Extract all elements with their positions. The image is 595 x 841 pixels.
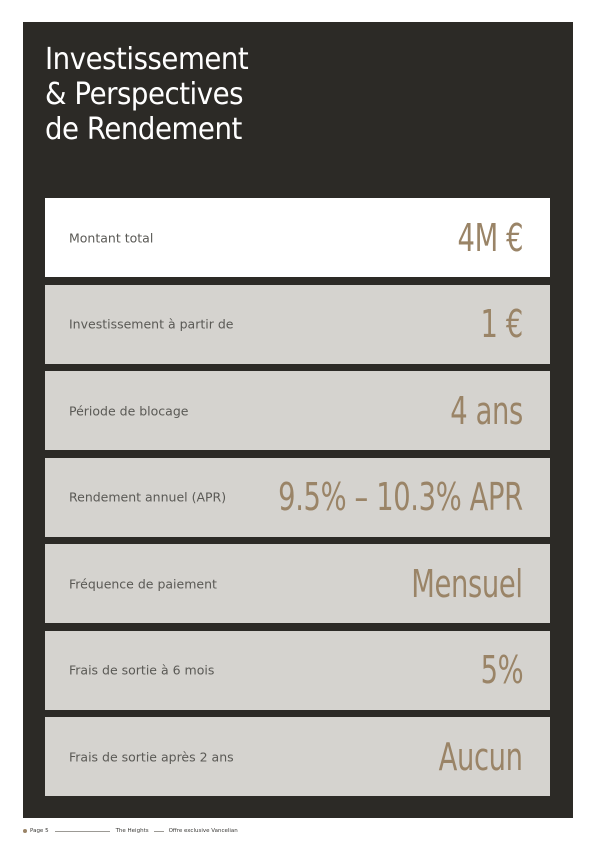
detail-label: Investissement à partir de — [69, 316, 234, 332]
detail-value: 4 ans — [450, 388, 523, 433]
detail-row-minimum-investment — [45, 285, 550, 364]
detail-label: Frais de sortie à 6 mois — [69, 662, 215, 678]
detail-label: Période de blocage — [69, 403, 189, 418]
detail-row-exit-fee-6-months — [45, 631, 550, 710]
detail-value: 1 € — [480, 302, 523, 346]
title-line-1: Investissement — [45, 42, 249, 77]
footer-divider — [154, 831, 164, 832]
detail-row-exit-fee-2-years — [45, 717, 550, 796]
detail-label: Fréquence de paiement — [69, 576, 217, 591]
page-title — [45, 42, 248, 147]
detail-value: Mensuel — [411, 561, 523, 606]
title-line-3: de Rendement — [45, 112, 242, 147]
detail-label: Rendement annuel (APR) — [69, 489, 227, 505]
detail-value: 4M € — [457, 215, 523, 260]
bullet-dot-icon — [23, 829, 27, 833]
title-line-2: & Perspectives — [45, 77, 244, 112]
footer-project-name: The Heights — [115, 828, 149, 834]
page-footer — [23, 826, 283, 836]
footer-page-number: Page 5 — [30, 828, 49, 834]
investment-details-list — [45, 198, 550, 804]
detail-row-annual-yield — [45, 458, 550, 537]
detail-label: Montant total — [69, 230, 154, 245]
detail-row-payment-frequency — [45, 544, 550, 623]
detail-label: Frais de sortie après 2 ans — [69, 749, 234, 764]
detail-value: 9.5% – 10.3% APR — [278, 475, 523, 519]
detail-value: Aucun — [439, 734, 523, 779]
footer-divider — [55, 831, 110, 832]
detail-row-total-amount — [45, 198, 550, 277]
investment-panel — [23, 22, 573, 818]
detail-row-lock-period — [45, 371, 550, 450]
detail-value: 5% — [480, 648, 523, 692]
footer-offer-text: Offre exclusive Vancelian — [168, 828, 238, 834]
